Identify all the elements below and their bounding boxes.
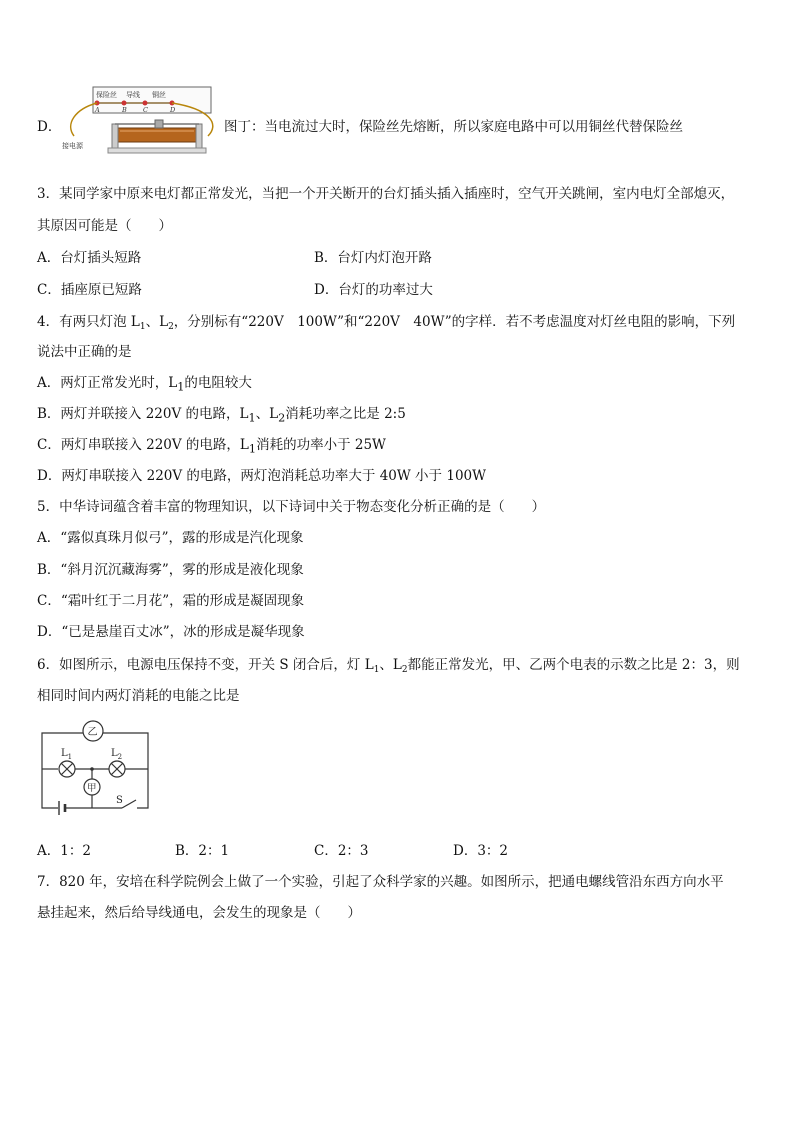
l2-label: $L_2$ [111,748,123,761]
switch-label: S [116,795,123,806]
q6-stem-line1: 6．如图所示，电源电压保持不变，开关 S 闭合后，灯 $L_1$、$L_2$都能正常发光，甲、乙两个电表的示数之比是 2：3，则 [37,657,740,675]
junction-dot [90,767,94,771]
l1-label: $L_1$ [61,748,73,761]
q5-option-a[interactable]: A．“露似真珠月似弓”，露的形成是汽化现象 [37,530,304,546]
q4-option-a[interactable]: A．两灯正常发光时，$L_1$的电阻较大 [37,375,252,394]
fuse-apparatus-figure [60,84,220,162]
q4-option-d[interactable]: D．两灯串联接入 220V 的电路，两灯泡消耗总功率大于 40W 小于 100W [37,468,486,484]
label-a: A [95,106,100,114]
meter-yi-label: 乙 [87,727,98,738]
q4-option-b[interactable]: B．两灯并联接入 220V 的电路，$L_1$、$L_2$消耗功率之比是 2:5 [37,406,406,425]
q6-stem-line2: 相同时间内两灯消耗的电能之比是 [37,688,240,704]
rheostat-base [108,148,206,153]
terminal-b [122,101,127,106]
q6-option-b[interactable]: B．2：1 [175,843,230,859]
q3-option-a[interactable]: A．台灯插头短路 [37,250,142,266]
q2-option-d-text: 图丁：当电流过大时，保险丝先熔断，所以家庭电路中可以用铜丝代替保险丝 [224,119,683,135]
q5-option-b[interactable]: B．“斜月沉沉藏海雾”，雾的形成是液化现象 [37,562,304,578]
q3-option-c[interactable]: C．插座原已短路 [37,282,142,298]
label-d: D [170,106,176,114]
label-wire: 导线 [126,91,140,99]
q5-option-c[interactable]: C．“霜叶红于二月花”，霜的形成是凝固现象 [37,593,305,609]
q5-option-d[interactable]: D．“已是悬崖百丈冰”，冰的形成是凝华现象 [37,624,305,640]
rheostat-coil [115,128,199,142]
wire-top-right [103,733,148,769]
rheostat-end-left [112,124,118,148]
label-power: 接电源 [62,142,83,150]
wire-bottom-left [42,769,58,808]
q3-stem-line2: 其原因可能是（ ） [37,218,172,234]
q3-stem-line1: 3．某同学家中原来电灯都正常发光，当把一个开关断开的台灯插头插入插座时，空气开关跳闸，室内电灯全部熄灭， [37,186,735,202]
q6-option-d[interactable]: D．3：2 [453,843,509,859]
circuit-diagram [36,720,154,824]
q3-option-b[interactable]: B．台灯内灯泡开路 [314,250,432,266]
slider [155,120,163,128]
q3-option-d[interactable]: D．台灯的功率过大 [314,282,433,298]
switch-blade [122,800,136,808]
q4-stem-line2: 说法中正确的是 [37,344,132,360]
meter-jia-label: 甲 [87,783,97,794]
q4-stem-line1: 4．有两只灯泡 $L_1$、$L_2$，分别标有“220V 100W”和“220V 40W”的字样．若不考虑温度对灯丝电阻的影响，下列 [37,314,736,332]
label-fuse: 保险丝 [96,91,117,99]
wire-bottom-right [137,769,148,808]
label-c: C [143,106,148,114]
q7-stem-line2: 悬挂起来，然后给导线通电，会发生的现象是（ ） [37,905,361,921]
q6-option-a[interactable]: A．1：2 [37,843,91,859]
q6-option-c[interactable]: C．2：3 [314,843,369,859]
rheostat-end-right [196,124,202,148]
q5-stem: 5．中华诗词蕴含着丰富的物理知识，以下诗词中关于物态变化分析正确的是（ ） [37,499,546,515]
label-b: B [122,106,127,114]
terminal-c [143,101,148,106]
q2-option-d-label: D． [37,119,62,135]
q4-option-c[interactable]: C．两灯串联接入 220V 的电路，$L_1$消耗的功率小于 25W [37,437,386,456]
q7-stem-line1: 7．820 年，安培在科学院例会上做了一个实验，引起了众科学家的兴趣。如图所示，把通电螺线管沿东西方向水平 [37,874,724,890]
label-copper: 铜丝 [152,91,166,99]
